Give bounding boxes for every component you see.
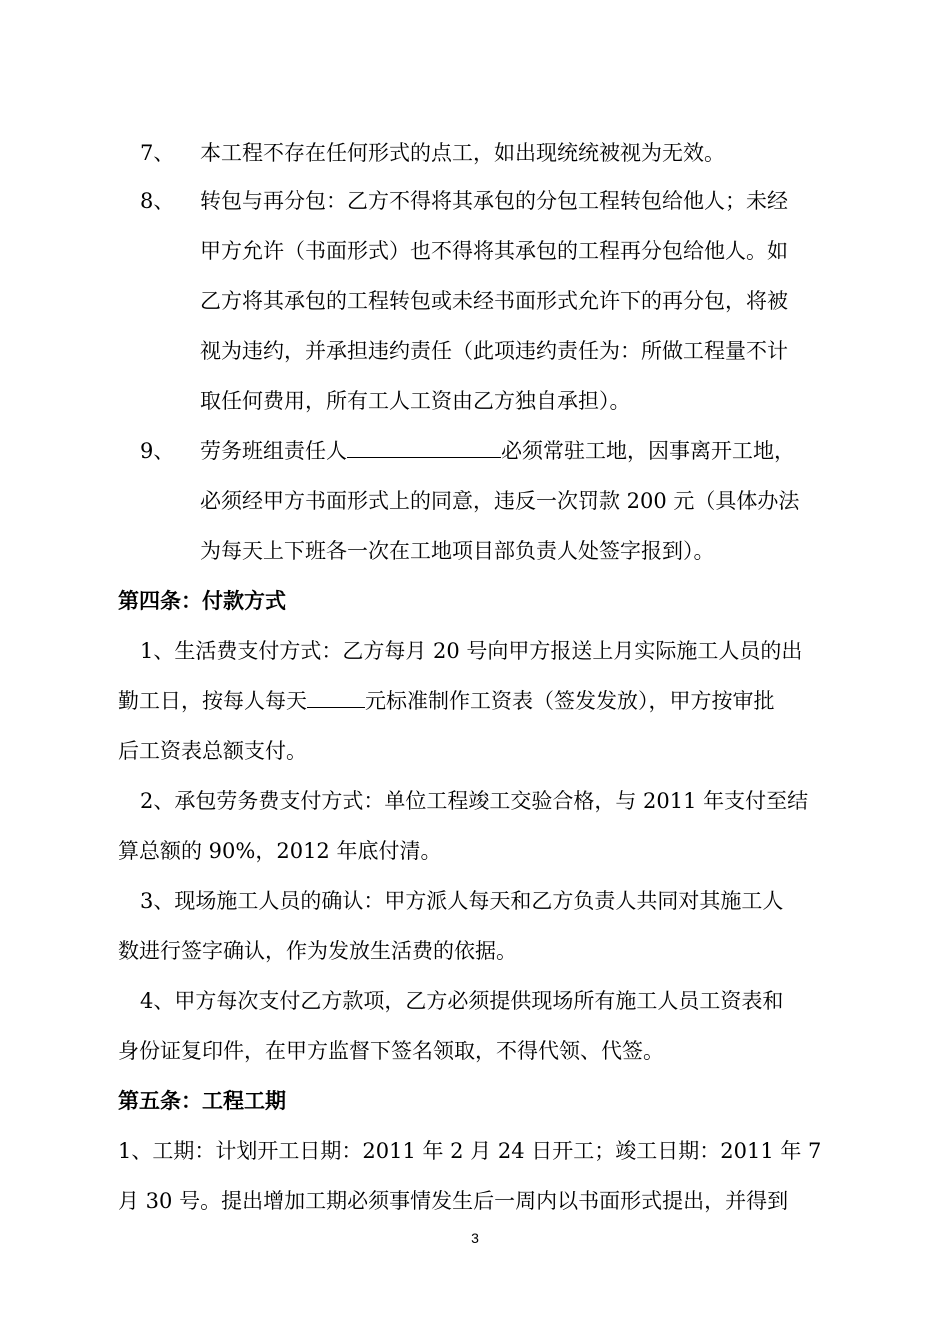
- item-8-line-1: 转包与再分包：乙方不得将其承包的分包工程转包给他人；未经: [200, 189, 788, 213]
- item-7-line-1: 本工程不存在任何形式的点工，如出现统统被视为无效。: [200, 141, 725, 165]
- item-9-line-1: [200, 437, 795, 465]
- section-4-heading: 第四条：付款方式: [118, 588, 286, 613]
- section-4-p3-line-2: 数进行签字确认，作为发放生活费的依据。: [118, 939, 517, 963]
- item-9-line-1-post: 必须常驻工地，因事离开工地，: [501, 439, 795, 463]
- item-8-line-2: 甲方允许（书面形式）也不得将其承包的工程再分包给他人。如: [200, 239, 788, 263]
- item-9-line-1-pre: 劳务班组责任人: [200, 439, 347, 463]
- daily-rate-blank: [307, 687, 365, 708]
- item-8-line-4: 视为违约，并承担违约责任（此项违约责任为：所做工程量不计: [200, 339, 788, 363]
- section-4-p1-line-2-post: 元标准制作工资表（签发发放），甲方按审批: [365, 689, 775, 713]
- section-4-p1-line-2-pre: 勤工日，按每人每天: [118, 689, 307, 713]
- section-4-p1-line-1: 1、生活费支付方式：乙方每月 20 号向甲方报送上月实际施工人员的出: [140, 639, 803, 663]
- section-5-heading: 第五条：工程工期: [118, 1088, 286, 1113]
- section-5-p1-line-1: 1、工期：计划开工日期：2011 年 2 月 24 日开工；竣工日期：2011 年 7: [118, 1139, 822, 1163]
- item-9-number: 9、: [140, 439, 175, 463]
- item-8-number: 8、: [140, 189, 175, 213]
- responsible-person-blank: [347, 437, 501, 458]
- section-4-p3-line-1: 3、现场施工人员的确认：甲方派人每天和乙方负责人共同对其施工人: [140, 889, 784, 913]
- item-8-line-3: 乙方将其承包的工程转包或未经书面形式允许下的再分包，将被: [200, 289, 788, 313]
- item-8-line-5: 取任何费用，所有工人工资由乙方独自承担）。: [200, 389, 631, 413]
- section-4-p4-line-2: 身份证复印件，在甲方监督下签名领取，不得代领、代签。: [118, 1039, 664, 1063]
- section-4-p2-line-1: 2、承包劳务费支付方式：单位工程竣工交验合格，与 2011 年支付至结: [140, 789, 809, 813]
- item-9-line-2: 必须经甲方书面形式上的同意，违反一次罚款 200 元（具体办法: [200, 489, 800, 513]
- section-5-p1-line-2: 月 30 号。提出增加工期必须事情发生后一周内以书面形式提出，并得到: [118, 1189, 789, 1213]
- section-4-p4-line-1: 4、甲方每次支付乙方款项，乙方必须提供现场所有施工人员工资表和: [140, 989, 784, 1013]
- section-4-p1-line-2: [118, 687, 775, 715]
- item-9-line-3: 为每天上下班各一次在工地项目部负责人处签字报到）。: [200, 539, 715, 563]
- page-number: 3: [471, 1230, 479, 1246]
- section-4-p1-line-3: 后工资表总额支付。: [118, 739, 307, 763]
- item-7-number: 7、: [140, 141, 175, 165]
- section-4-p2-line-2: 算总额的 90%，2012 年底付清。: [118, 839, 442, 863]
